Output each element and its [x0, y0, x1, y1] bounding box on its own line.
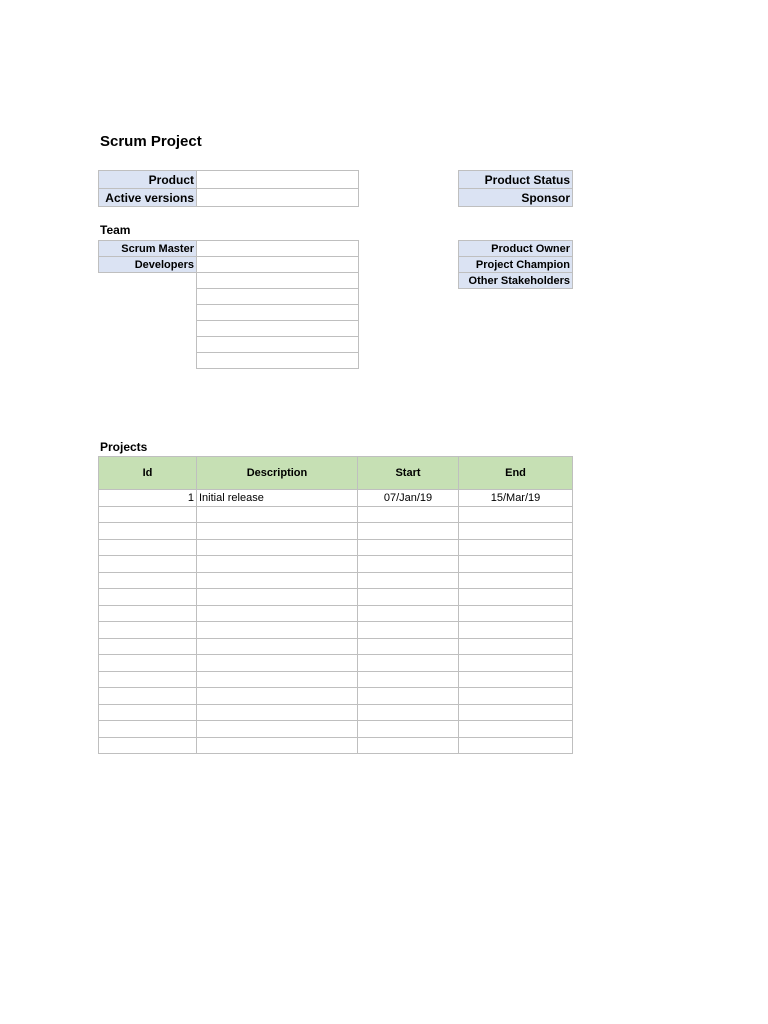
- project-description-cell[interactable]: [197, 688, 358, 705]
- project-end-cell[interactable]: [459, 737, 573, 754]
- project-id-cell[interactable]: [99, 589, 197, 606]
- product-status-row: [459, 171, 573, 189]
- project-start-cell[interactable]: [358, 737, 459, 754]
- developer-row: [99, 321, 359, 337]
- project-end-cell[interactable]: [459, 506, 573, 523]
- project-row-empty: [99, 638, 573, 655]
- developer-cell[interactable]: [197, 337, 359, 353]
- scrum-master-row: [99, 241, 359, 257]
- team-heading: Team: [100, 223, 131, 237]
- project-end-cell[interactable]: [459, 704, 573, 721]
- project-description-cell[interactable]: [197, 589, 358, 606]
- column-header-id[interactable]: Id: [99, 457, 197, 490]
- project-start-cell[interactable]: [358, 671, 459, 688]
- project-row-empty: [99, 539, 573, 556]
- project-start-cell[interactable]: [358, 721, 459, 738]
- product-label: Product: [99, 171, 197, 189]
- project-id-cell[interactable]: [99, 572, 197, 589]
- project-start-cell[interactable]: [358, 622, 459, 639]
- project-row-empty: [99, 704, 573, 721]
- project-row-empty: [99, 605, 573, 622]
- project-description-cell[interactable]: [197, 638, 358, 655]
- product-info-table: [98, 170, 359, 207]
- project-end-cell[interactable]: [459, 556, 573, 573]
- project-id-cell[interactable]: 1: [99, 490, 197, 507]
- developer-cell[interactable]: [197, 321, 359, 337]
- developer-cell[interactable]: [197, 257, 359, 273]
- project-id-cell[interactable]: [99, 688, 197, 705]
- project-description-cell[interactable]: [197, 737, 358, 754]
- project-id-cell[interactable]: [99, 704, 197, 721]
- project-description-cell[interactable]: [197, 721, 358, 738]
- column-header-start[interactable]: Start: [358, 457, 459, 490]
- stakeholders-table: [458, 240, 573, 289]
- project-end-cell[interactable]: [459, 638, 573, 655]
- developer-row: [99, 289, 359, 305]
- sponsor-label: Sponsor: [459, 189, 573, 207]
- project-start-cell[interactable]: [358, 605, 459, 622]
- project-id-cell[interactable]: [99, 671, 197, 688]
- project-description-cell[interactable]: Initial release: [197, 490, 358, 507]
- project-id-cell[interactable]: [99, 539, 197, 556]
- project-description-cell[interactable]: [197, 622, 358, 639]
- project-start-cell[interactable]: [358, 589, 459, 606]
- team-table: [98, 240, 359, 369]
- project-id-cell[interactable]: [99, 506, 197, 523]
- project-start-cell[interactable]: [358, 523, 459, 540]
- project-start-cell[interactable]: [358, 655, 459, 672]
- project-row-empty: [99, 572, 573, 589]
- project-row-empty: [99, 721, 573, 738]
- project-description-cell[interactable]: [197, 704, 358, 721]
- project-row-empty: [99, 523, 573, 540]
- project-start-cell[interactable]: [358, 704, 459, 721]
- developer-row: [99, 337, 359, 353]
- developer-row: [99, 353, 359, 369]
- project-id-cell[interactable]: [99, 721, 197, 738]
- page-title: Scrum Project: [100, 133, 202, 150]
- project-id-cell[interactable]: [99, 638, 197, 655]
- project-row-empty: [99, 506, 573, 523]
- developer-cell[interactable]: [197, 353, 359, 369]
- project-description-cell[interactable]: [197, 572, 358, 589]
- developer-cell[interactable]: [197, 289, 359, 305]
- project-start-cell[interactable]: [358, 572, 459, 589]
- project-start-cell[interactable]: [358, 638, 459, 655]
- other-stakeholders-row: [459, 273, 573, 289]
- project-description-cell[interactable]: [197, 556, 358, 573]
- active-versions-value-cell[interactable]: [197, 189, 359, 207]
- project-end-cell[interactable]: 15/Mar/19: [459, 490, 573, 507]
- project-end-cell[interactable]: [459, 655, 573, 672]
- sponsor-row: [459, 189, 573, 207]
- product-owner-row: [459, 241, 573, 257]
- active-versions-row: [99, 189, 359, 207]
- project-id-cell[interactable]: [99, 605, 197, 622]
- project-row-empty: [99, 688, 573, 705]
- project-end-cell[interactable]: [459, 688, 573, 705]
- project-id-cell[interactable]: [99, 737, 197, 754]
- project-end-cell[interactable]: [459, 605, 573, 622]
- project-end-cell[interactable]: [459, 539, 573, 556]
- product-value-cell[interactable]: [197, 171, 359, 189]
- project-id-cell[interactable]: [99, 556, 197, 573]
- project-id-cell[interactable]: [99, 523, 197, 540]
- project-row-empty: [99, 671, 573, 688]
- project-end-cell[interactable]: [459, 671, 573, 688]
- other-stakeholders-label: Other Stakeholders: [459, 273, 573, 289]
- project-row-empty: [99, 589, 573, 606]
- product-status-label: Product Status: [459, 171, 573, 189]
- project-id-cell[interactable]: [99, 655, 197, 672]
- active-versions-label: Active versions: [99, 189, 197, 207]
- project-end-cell[interactable]: [459, 589, 573, 606]
- project-start-cell[interactable]: 07/Jan/19: [358, 490, 459, 507]
- developers-row: [99, 257, 359, 273]
- project-champion-row: [459, 257, 573, 273]
- project-end-cell[interactable]: [459, 523, 573, 540]
- project-end-cell[interactable]: [459, 622, 573, 639]
- developer-row: [99, 273, 359, 289]
- product-owner-label: Product Owner: [459, 241, 573, 257]
- developers-label: Developers: [99, 257, 197, 273]
- project-row-empty: [99, 737, 573, 754]
- column-header-end[interactable]: End: [459, 457, 573, 490]
- project-start-cell[interactable]: [358, 506, 459, 523]
- project-row-empty: [99, 556, 573, 573]
- project-start-cell[interactable]: [358, 688, 459, 705]
- project-description-cell[interactable]: [197, 671, 358, 688]
- project-row-empty: [99, 655, 573, 672]
- project-champion-label: Project Champion: [459, 257, 573, 273]
- developer-cell[interactable]: [197, 273, 359, 289]
- projects-heading: Projects: [100, 440, 148, 454]
- column-header-description[interactable]: Description: [197, 457, 358, 490]
- scrum-master-cell[interactable]: [197, 241, 359, 257]
- project-row-empty: [99, 622, 573, 639]
- projects-table: [98, 456, 573, 754]
- developer-row: [99, 305, 359, 321]
- project-row: [99, 490, 573, 507]
- project-description-cell[interactable]: [197, 605, 358, 622]
- status-info-table: [458, 170, 573, 207]
- project-description-cell[interactable]: [197, 655, 358, 672]
- project-end-cell[interactable]: [459, 721, 573, 738]
- project-description-cell[interactable]: [197, 539, 358, 556]
- project-start-cell[interactable]: [358, 539, 459, 556]
- product-row: [99, 171, 359, 189]
- project-description-cell[interactable]: [197, 523, 358, 540]
- project-end-cell[interactable]: [459, 572, 573, 589]
- project-start-cell[interactable]: [358, 556, 459, 573]
- project-description-cell[interactable]: [197, 506, 358, 523]
- project-id-cell[interactable]: [99, 622, 197, 639]
- developer-cell[interactable]: [197, 305, 359, 321]
- scrum-master-label: Scrum Master: [99, 241, 197, 257]
- projects-header-row: [99, 457, 573, 490]
